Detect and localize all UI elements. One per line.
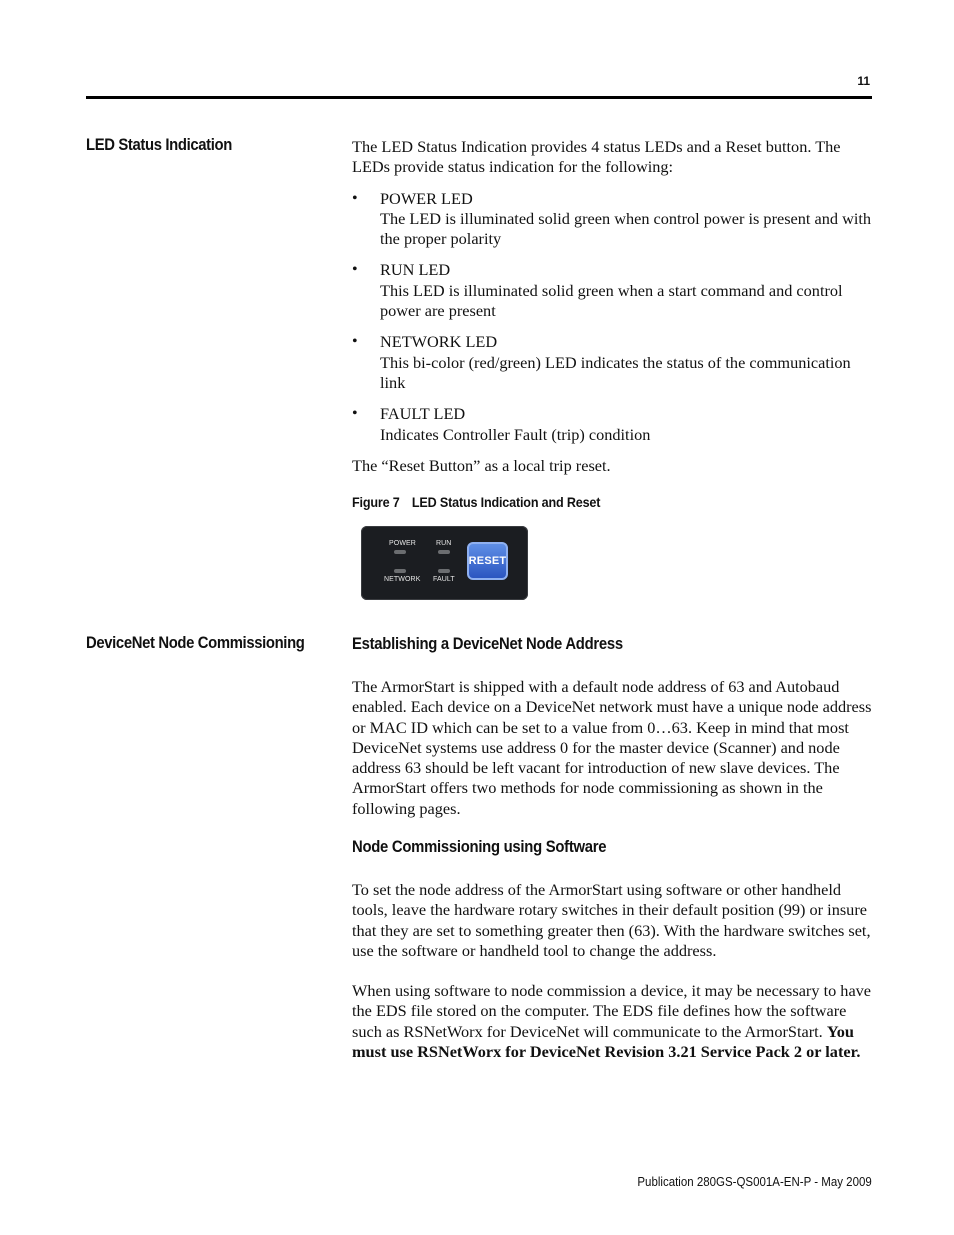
led-section-body bbox=[352, 137, 872, 476]
network-led-label: NETWORK bbox=[384, 576, 421, 583]
led-section-heading: LED Status Indication bbox=[86, 136, 232, 154]
subheading-software-commissioning: Node Commissioning using Software bbox=[352, 838, 607, 856]
list-item bbox=[352, 332, 872, 393]
bullet-description: This bi-color (red/green) LED indicates the status of the communication link bbox=[380, 352, 851, 392]
run-led-label: RUN bbox=[436, 540, 452, 547]
header-rule bbox=[86, 96, 872, 99]
run-led-indicator bbox=[438, 550, 450, 554]
led-intro: The LED Status Indication provides 4 status LEDs and a Reset button. The LEDs provide status indication for the following: bbox=[352, 137, 841, 177]
bullet-title: RUN LED bbox=[380, 260, 451, 280]
reset-button: RESET bbox=[467, 542, 508, 580]
bullet-dot: • bbox=[352, 333, 358, 351]
devicenet-para-2: To set the node address of the ArmorStart using software or other handheld tools, leave the hardware rotary switches in their default position (99) or insure that they are set to something greater then (63). With the hardware switches set, use the software or handheld tool to change the address. bbox=[352, 880, 871, 960]
figure-number: Figure 7 bbox=[352, 494, 400, 510]
bullet-title: POWER LED bbox=[380, 188, 473, 208]
devicenet-para-3 bbox=[352, 981, 872, 1062]
list-item bbox=[352, 189, 872, 250]
devicenet-para-1-block bbox=[352, 677, 872, 819]
fault-led-label: FAULT bbox=[433, 576, 455, 583]
bullet-description: This LED is illuminated solid green when a start command and control power are present bbox=[380, 280, 843, 321]
bullet-dot: • bbox=[352, 189, 358, 207]
list-item bbox=[352, 404, 872, 445]
led-bullet-list bbox=[352, 189, 872, 445]
para-3-bold-text: You must use RSNetWorx for DeviceNet Revision 3.21 Service Pack 2 or later. bbox=[352, 1021, 861, 1061]
power-led-label: POWER bbox=[389, 540, 416, 547]
bullet-title: FAULT LED bbox=[380, 404, 466, 424]
list-item bbox=[352, 260, 872, 321]
devicenet-para-2-block bbox=[352, 880, 872, 961]
devicenet-para-1: The ArmorStart is shipped with a default node address of 63 and Autobaud enabled. Each device on a DeviceNet network must have a unique node address or MAC ID which can be set to a value from 0…63. Keep in mind that most DeviceNet systems use address 0 for the master device (Scanner) and node address 63 should be left vacant for introduction of new slave devices. The ArmorStart offers two methods for node commissioning as shown in the following pages. bbox=[352, 677, 872, 818]
figure-title: LED Status Indication and Reset bbox=[411, 494, 601, 510]
para-3-normal-text: When using software to node commission a device, it may be necessary to have the EDS file stored on the computer. The EDS file defines how the software such as RSNetWorx for DeviceNet will communicate to the ArmorStart. bbox=[352, 981, 872, 1041]
devicenet-para-3-block bbox=[352, 981, 872, 1062]
subheading-node-address: Establishing a DeviceNet Node Address bbox=[352, 635, 623, 653]
devicenet-section-heading: DeviceNet Node Commissioning bbox=[86, 634, 305, 652]
fault-led-indicator bbox=[438, 569, 450, 573]
led-status-panel-figure bbox=[361, 526, 528, 600]
bullet-description: Indicates Controller Fault (trip) condition bbox=[380, 424, 651, 444]
figure-caption bbox=[352, 494, 820, 510]
power-led-indicator bbox=[394, 550, 406, 554]
publication-footer: Publication 280GS-QS001A-EN-P - May 2009 bbox=[637, 1175, 872, 1189]
bullet-dot: • bbox=[352, 261, 358, 279]
bullet-dot: • bbox=[352, 405, 358, 423]
network-led-indicator bbox=[394, 569, 406, 573]
bullet-description: The LED is illuminated solid green when control power is present and with the proper polarity bbox=[380, 208, 872, 249]
page-number: 11 bbox=[857, 74, 870, 88]
reset-note: The “Reset Button” as a local trip reset. bbox=[352, 455, 611, 475]
bullet-title: NETWORK LED bbox=[380, 332, 498, 352]
